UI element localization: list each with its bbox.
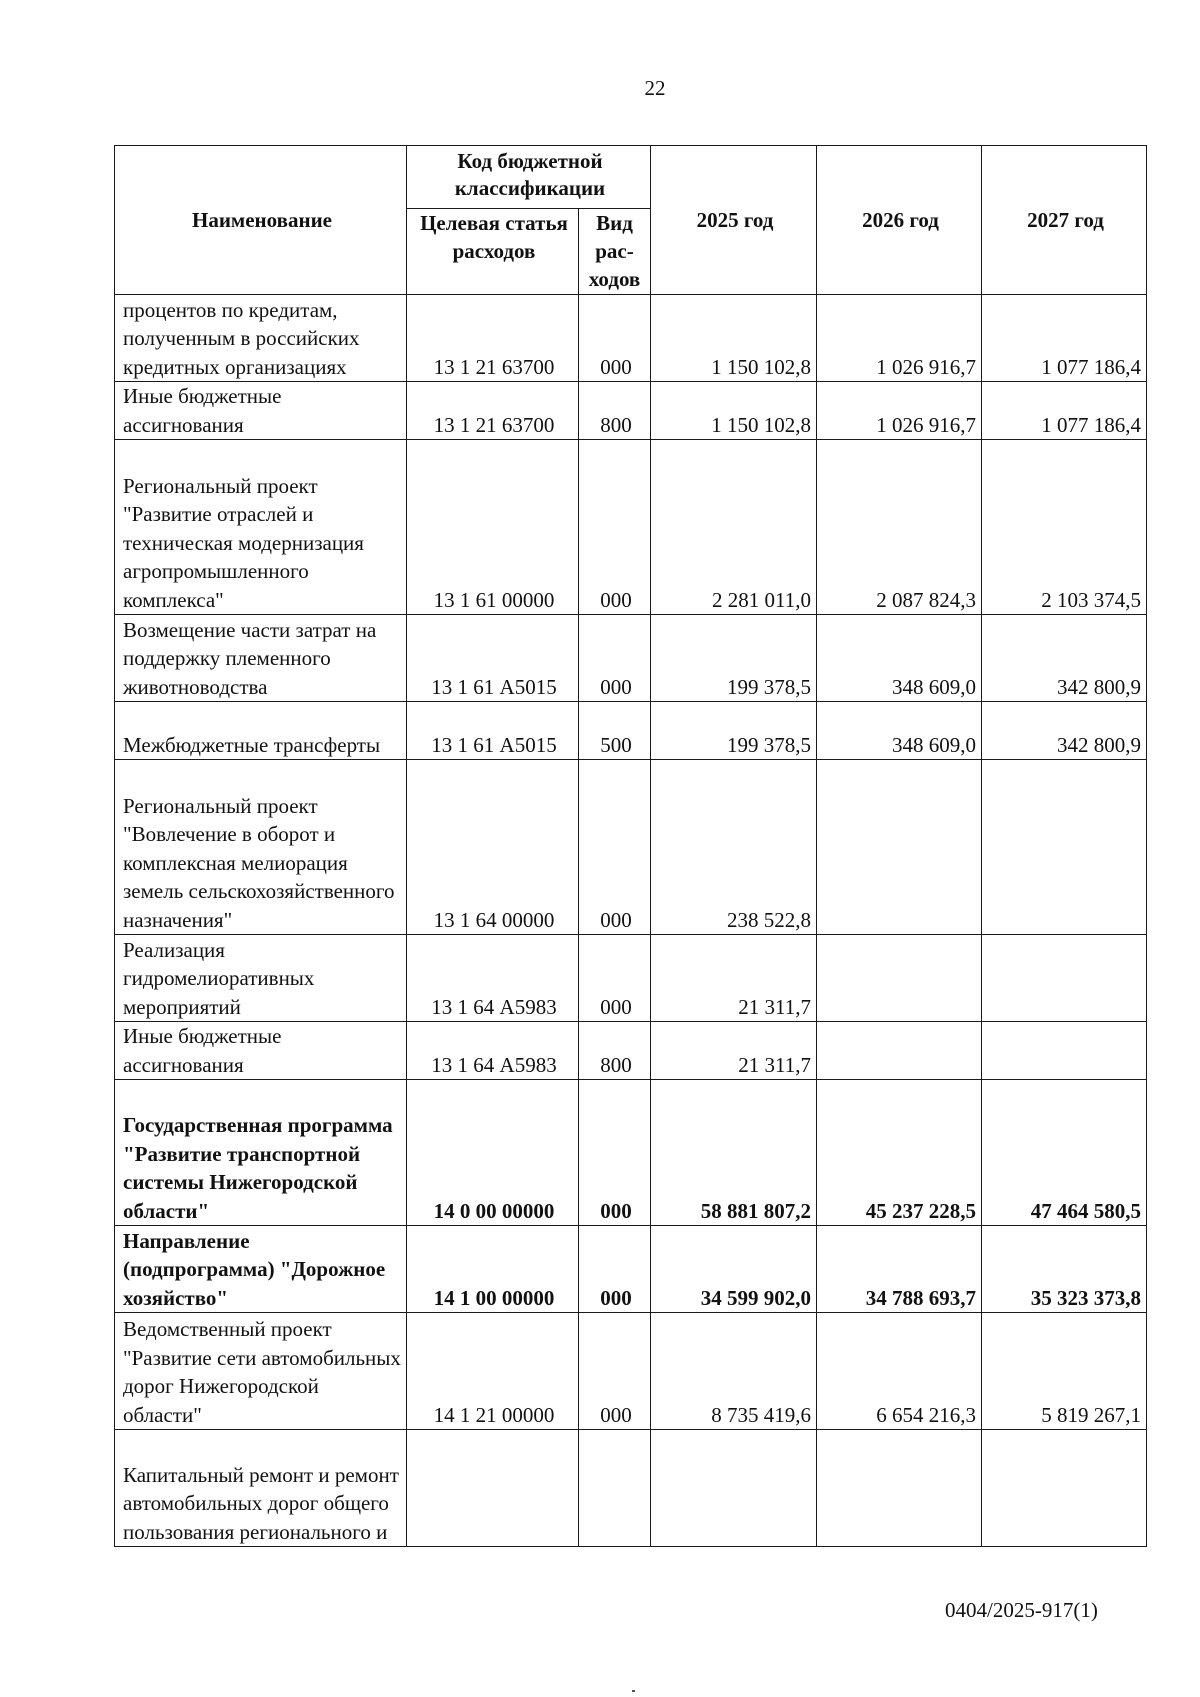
row-name: Региональный проект "Вовлечение в оборот и комплексная мелиорация земель сельскохозяйственного назначения" [115, 760, 407, 935]
table-row [115, 760, 1147, 935]
table-row [115, 1022, 1147, 1080]
row-2025: 238 522,8 [651, 760, 817, 935]
header-expense-type-line2: рас- [595, 239, 634, 263]
row-2025: 58 881 807,2 [651, 1080, 817, 1226]
row-2025: 21 311,7 [651, 935, 817, 1022]
row-name: Иные бюджетные ассигнования [115, 382, 407, 440]
row-2026: 348 609,0 [817, 615, 982, 702]
row-code: 13 1 64 00000 [407, 760, 579, 935]
row-kind: 000 [579, 1080, 651, 1226]
row-kind: 800 [579, 382, 651, 440]
row-2026: 45 237 228,5 [817, 1080, 982, 1226]
row-kind: 000 [579, 760, 651, 935]
row-2027 [982, 1022, 1147, 1080]
row-2026: 34 788 693,7 [817, 1226, 982, 1313]
header-code-group: Код бюджетной классификации [407, 146, 651, 209]
row-name: процентов по кредитам, полученным в российских кредитных организациях [115, 295, 407, 382]
header-expense-type [579, 209, 651, 295]
table-row [115, 1080, 1147, 1226]
row-code: 14 0 00 00000 [407, 1080, 579, 1226]
row-2027: 1 077 186,4 [982, 382, 1147, 440]
row-2026: 1 026 916,7 [817, 295, 982, 382]
row-2027 [982, 1430, 1147, 1547]
row-2027: 1 077 186,4 [982, 295, 1147, 382]
row-2027: 342 800,9 [982, 702, 1147, 760]
row-2027: 47 464 580,5 [982, 1080, 1147, 1226]
row-name: Государственная программа "Развитие транспортной системы Нижегородской области" [115, 1080, 407, 1226]
header-expense-type-line1: Вид [596, 211, 633, 235]
row-2025: 1 150 102,8 [651, 295, 817, 382]
table-row [115, 1226, 1147, 1313]
row-2026 [817, 935, 982, 1022]
row-2026 [817, 1430, 982, 1547]
row-code: 13 1 61 А5015 [407, 702, 579, 760]
table-row [115, 702, 1147, 760]
row-2025 [651, 1430, 817, 1547]
row-name: Капитальный ремонт и ремонт автомобильных дорог общего пользования регионального и [115, 1430, 407, 1547]
row-name: Возмещение части затрат на поддержку племенного животноводства [115, 615, 407, 702]
row-code: 13 1 21 63700 [407, 382, 579, 440]
row-name: Направление (подпрограмма) "Дорожное хозяйство" [115, 1226, 407, 1313]
row-2027: 342 800,9 [982, 615, 1147, 702]
row-kind: 800 [579, 1022, 651, 1080]
row-kind [579, 1430, 651, 1547]
row-code: 14 1 00 00000 [407, 1226, 579, 1313]
row-2026: 348 609,0 [817, 702, 982, 760]
row-2026 [817, 1022, 982, 1080]
table-row [115, 295, 1147, 382]
table-row [115, 1430, 1147, 1547]
header-2026: 2026 год [817, 146, 982, 295]
table-row [115, 615, 1147, 702]
row-kind: 000 [579, 935, 651, 1022]
header-target-article: Целевая статья расходов [407, 209, 579, 295]
row-2025: 8 735 419,6 [651, 1313, 817, 1430]
table-row [115, 382, 1147, 440]
row-2026: 2 087 824,3 [817, 440, 982, 615]
row-2027 [982, 760, 1147, 935]
row-2025: 199 378,5 [651, 615, 817, 702]
row-2026: 6 654 216,3 [817, 1313, 982, 1430]
row-name: Иные бюджетные ассигнования [115, 1022, 407, 1080]
header-row-top [115, 146, 1147, 209]
row-code: 13 1 61 00000 [407, 440, 579, 615]
header-2027: 2027 год [982, 146, 1147, 295]
row-2026 [817, 760, 982, 935]
row-kind: 000 [579, 1313, 651, 1430]
row-2026: 1 026 916,7 [817, 382, 982, 440]
row-code: 13 1 61 А5015 [407, 615, 579, 702]
table-row [115, 1313, 1147, 1430]
budget-table [114, 145, 1147, 1547]
row-kind: 000 [579, 440, 651, 615]
row-kind: 000 [579, 295, 651, 382]
row-2027: 5 819 267,1 [982, 1313, 1147, 1430]
header-name: Наименование [115, 146, 407, 295]
row-code [407, 1430, 579, 1547]
row-name: Региональный проект "Развитие отраслей и техническая модернизация агропромышленного комплекса" [115, 440, 407, 615]
row-code: 14 1 21 00000 [407, 1313, 579, 1430]
row-name: Межбюджетные трансферты [115, 702, 407, 760]
row-code: 13 1 64 А5983 [407, 1022, 579, 1080]
row-2027 [982, 935, 1147, 1022]
row-kind: 000 [579, 615, 651, 702]
table-row [115, 440, 1147, 615]
row-2027: 2 103 374,5 [982, 440, 1147, 615]
row-2027: 35 323 373,8 [982, 1226, 1147, 1313]
document-number: 0404/2025-917(1) [945, 1598, 1098, 1622]
scan-tick-mark [632, 1690, 635, 1692]
row-kind: 500 [579, 702, 651, 760]
table-row [115, 935, 1147, 1022]
row-name: Реализация гидромелиоративных мероприятий [115, 935, 407, 1022]
row-2025: 1 150 102,8 [651, 382, 817, 440]
row-2025: 34 599 902,0 [651, 1226, 817, 1313]
row-2025: 199 378,5 [651, 702, 817, 760]
row-code: 13 1 64 А5983 [407, 935, 579, 1022]
row-name: Ведомственный проект "Развитие сети автомобильных дорог Нижегородской области" [115, 1313, 407, 1430]
row-2025: 2 281 011,0 [651, 440, 817, 615]
page-number: 22 [644, 76, 666, 100]
row-kind: 000 [579, 1226, 651, 1313]
row-code: 13 1 21 63700 [407, 295, 579, 382]
row-2025: 21 311,7 [651, 1022, 817, 1080]
header-expense-type-line3: ходов [588, 267, 641, 291]
header-2025: 2025 год [651, 146, 817, 295]
